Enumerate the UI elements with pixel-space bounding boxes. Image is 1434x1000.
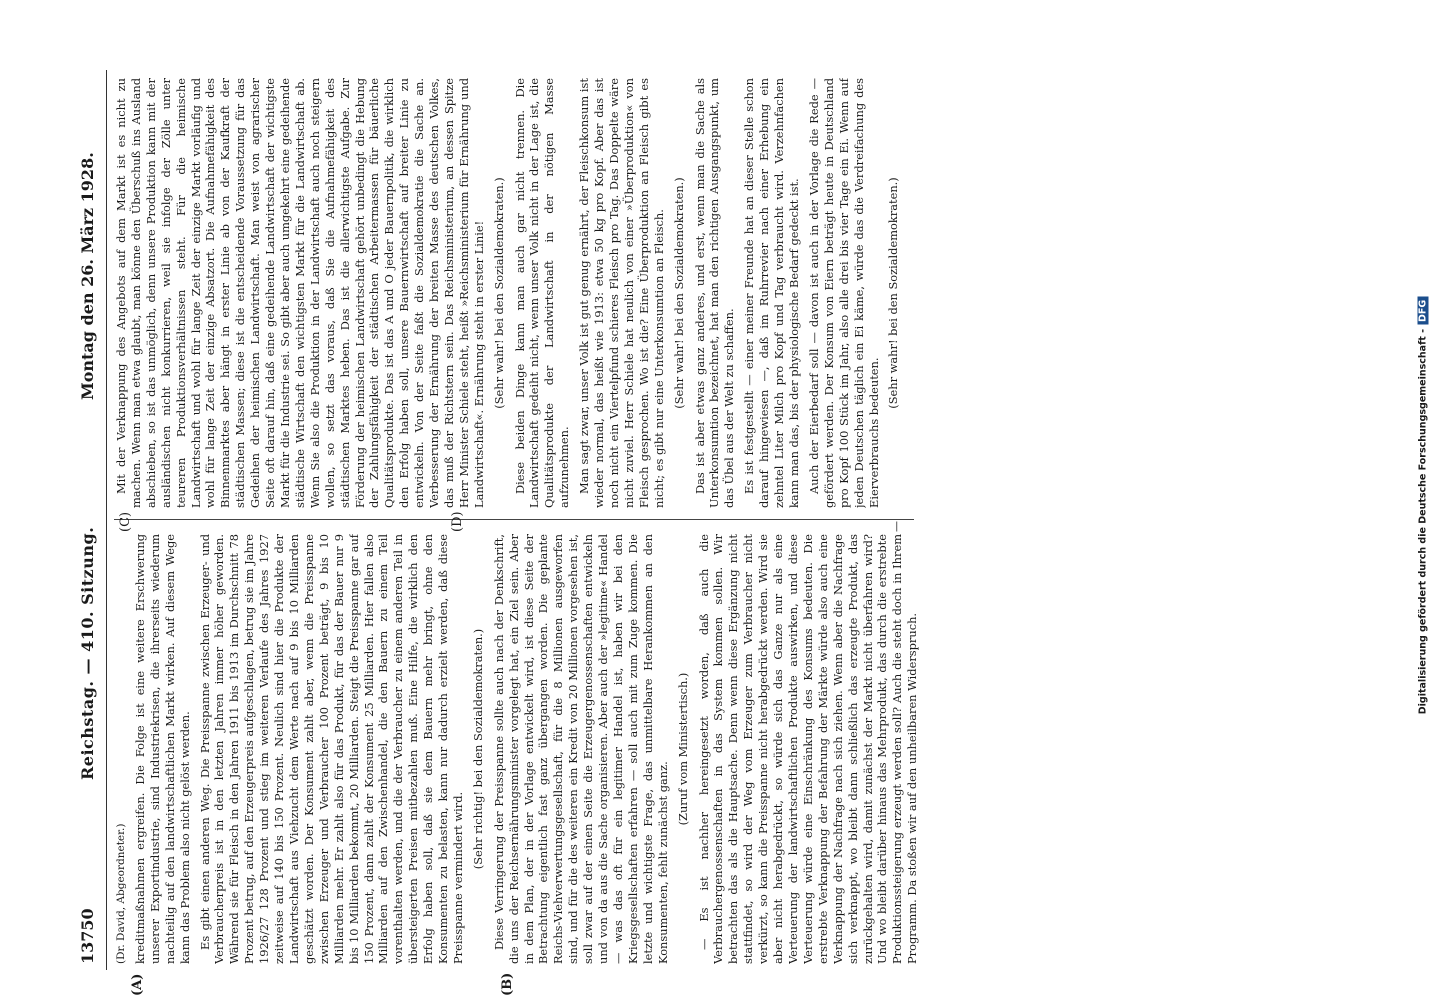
page-header xyxy=(70,70,107,970)
speaker-line: (Dr. David, Abgeordneter.) xyxy=(115,823,127,964)
paragraph: Das ist aber etwas ganz anderes, und erst, wenn man die Sache als Unterkonsumtion bezeichnet, hat man den richtigen Ausgangspunkt, um das Übel aus der Welt zu schaffen. xyxy=(692,78,737,508)
margin-dash: — xyxy=(890,521,903,532)
left-column xyxy=(114,534,954,964)
digitization-credit xyxy=(1414,0,1432,1000)
interjection: (Zuruf vom Ministertisch.) xyxy=(675,672,690,826)
paragraph: Mit der Verknappung des Angebots auf dem Markt ist es nicht zu machen. Wenn man etwa glaubt, man könne den Überschuß ins Ausland abschieben, so ist das unmöglich, denn unsere Produktion kann mit der ausländischen nicht konkurrieren, weil sie infolge der Zölle unter teureren Produktionsverhältnissen steht. Für die heimische Landwirtschaft und wohl für lange Zeit der einzige Markt vorläufig und wohl für lange Zeit der einzige Absatzort. Die Aufnahmefähigkeit des Binnenmarktes aber hängt in erster Linie ab von der Kaufkraft der städtischen Massen; diese ist die entscheidende Voraussetzung für das Gedeihen der heimischen Landwirtschaft. Man weist von agrarischer Seite oft darauf hin, daß eine gedeihende Landwirtschaft der wichtigste Markt für die Industrie sei. So gibt aber auch umgekehrt eine gedeihende städtische Wirtschaft den wichtigsten Markt für die Landwirtschaft ab. Wenn Sie also die Produktion in der Landwirtschaft auch noch steigern wollen, so setzt das voraus, daß Sie die Aufnahmefähigkeit des städtischen Marktes heben. Das ist die allerwichtigste Aufgabe. Zur Förderung der heimischen Landwirtschaft gehört unbedingt die Hebung der Zahlungsfähigkeit der städtischen Arbeitermassen für bäuerliche Qualitätsprodukte. Das ist das A und O jeder Bauernpolitik, die wirklich den Erfolg haben soll, unsere Bauernwirtschaft auf breiter Linie zu entwickeln. Von der Seite faßt die Sozialdemokratie die Sache an. Verbesserung der Ernährung der breiten Masse des deutschen Volkes, das muß der Richtstern sein. Das Reichsministerium, an dessen Spitze Herr Minister Schiele steht, heißt »Reichsministerium für Ernährung und Landwirtschaft«. Ernährung steht in erster Linie! xyxy=(114,78,486,508)
newspaper-page xyxy=(70,70,1370,996)
interjection: (Sehr wahr! bei den Sozialdemokraten.) xyxy=(491,177,506,409)
margin-marker-b: (B) xyxy=(500,972,515,996)
paragraph: kreditmaßnahmen ergreifen. Die Folge ist eine weitere Erschwerung unserer Exportindustrie, sind Industriekrisen, die ihrerseits wiederum nachteilig auf den landwirtschaftlichen Markt wirken. Auf diesem Wege kann das Problem also nicht gelöst werden. xyxy=(132,534,192,964)
paragraph: Es ist festgestellt — einer meiner Freunde hat an dieser Stelle schon darauf hingewiesen —, daß im Ruhrrevier nach einer Erhebung ein zehntel Liter Milch pro Kopf und Tag verbraucht wird. Verzehnfachen kann man das, bis der physiologische Bedarf gedeckt ist. xyxy=(742,78,801,508)
margin-marker-a: (A) xyxy=(130,973,145,996)
session-date: Montag den 26. März 1928. xyxy=(78,152,97,400)
credit-text: Digitalisierung gefördert durch die Deutsche Forschungsgemeinschaft - xyxy=(1417,328,1429,715)
session-title: Reichstag. — 410. Sitzung. xyxy=(78,526,97,780)
column-divider xyxy=(114,519,914,520)
interjection: (Sehr wahr! bei den Sozialdemokraten.) xyxy=(886,177,901,409)
paragraph: Diese Verringerung der Preisspanne sollte auch nach der Denkschrift, die uns der Reichsernährungsminister vorgelegt hat, ein Ziel sein. Aber in dem Plan, der in der Vorlage entwickelt wird, ist diese Seite der Betrachtung eigentlich fast ganz übergangen worden. Die geplante Reichs-Viehverwertungsgesellschaft, für die 8 Millionen ausgeworfen sind, und für die des weiteren ein Kredit von 20 Millionen vorgesehen ist, soll zwar auf der einen Seite die Erzeugergenossenschaften entwickeln und von da aus die Sache organisieren. Aber auch der »legitime« Handel — was das oft für ein legitimer Handel ist, haben wir bei den Kriegsgesellschaften erfahren — soll auch mit zum Zuge kommen. Die letzte und wichtigste Frage, das unmittelbare Herankommen an den Konsumenten, fehlt zunächst ganz. xyxy=(491,534,670,964)
right-column xyxy=(114,78,954,508)
interjection: (Sehr wahr! bei den Sozialdemokraten.) xyxy=(671,177,686,409)
paragraph: Es gibt einen anderen Weg. Die Preisspanne zwischen Erzeuger- und Verbraucherpreis ist in den letzten Jahren immer höher geworden. Während sie für Fleisch in den Jahren 1911 bis 1913 im Durchschnitt 78 Prozent betrug, auf den Erzeugerpreis aufgeschlagen, betrug sie im Jahre 1926/27 128 Prozent und stieg im weiteren Verlaufe des Jahres 1927 zeitweise auf 140 bis 150 Prozent. Neulich sind hier die Produkte der Landwirtschaft aus Viehzucht dem Werte nach auf 9 bis 10 Milliarden geschätzt worden. Der Konsument zahlt aber, wenn die Preisspanne zwischen Erzeuger und Verbraucher 100 Prozent beträgt, 9 bis 10 Milliarden mehr. Er zahlt also für das Produkt, für das der Bauer nur 9 bis 10 Milliarden bekommt, 20 Milliarden. Steigt die Preisspanne gar auf 150 Prozent, dann zahlt der Konsument 25 Milliarden. Hier fallen also Milliarden auf den Zwischenhandel, die den Bauern zu einem Teil vorenthalten werden, und die der Verbraucher zu einem anderen Teil in übersteigerten Preisen mitbezahlen muß. Eine Hilfe, die wirklich den Erfolg haben soll, daß sie dem Bauern mehr bringt, ohne den Konsumenten zu belasten, kann nur dadurch erzielt werden, daß diese Preisspanne vermindert wird. xyxy=(197,534,465,964)
paragraph: — Es ist nachher hereingesetzt worden, daß auch die Verbrauchergenossenschaften in das System kommen sollen. Wir betrachten das als die Hauptsache. Denn wenn diese Ergänzung nicht stattfindet, so wird der Weg vom Erzeuger zum Verbraucher nicht verkürzt, so kann die Preisspanne nicht herabgedrückt werden. Wird sie aber nicht herabgedrückt, so würde sich das Ganze nur als eine Verteuerung der landwirtschaftlichen Produkte auswirken, und diese Verteuerung würde eine Einschränkung des Konsums bedeuten. Die erstrebte Verknappung der Befahrung der Märkte würde also auch eine Verknappung der Nachfrage nach sich ziehen. Wenn aber die Nachfrage sich verknappt, wo bleibt dann schließlich das erzeugte Produkt, das zurückgehalten wird, damit zunächst der Markt nicht überfahren wird? Und wo bleibt darüber hinaus das Mehrprodukt, das durch die erstrebte Produktionssteigerung erzeugt werden soll? Auch die steht doch in Ihrem Programm. Da stoßen wir auf den unheilbaren Widerspruch. xyxy=(696,534,920,964)
paragraph: Diese beiden Dinge kann man auch gar nicht trennen. Die Landwirtschaft gedeiht nicht, wenn unser Volk nicht in der Lage ist, die Qualitätsprodukte der Landwirtschaft in der nötigen Masse aufzunehmen. xyxy=(512,78,572,508)
dfg-logo: DFG xyxy=(1418,297,1429,325)
paragraph: Auch der Eierbedarf soll — davon ist auch in der Vorlage die Rede — gefördert werden. Der Konsum von Eiern beträgt heute in Deutschland pro Kopf 100 Stück im Jahr, also alle drei bis vier Tage ein Ei. Wenn auf jeden Deutschen täglich ein Ei käme, würde das die Verdreifachung des Eierverbrauchs bedeuten. xyxy=(806,78,881,508)
page-number: 13750 xyxy=(78,908,97,964)
margin-marker-d: (D) xyxy=(450,511,465,532)
paragraph: Man sagt zwar, unser Volk ist gut genug ernährt, der Fleischkonsum ist wieder normal, das heißt wie 1913: etwa 50 kg pro Kopf. Aber das ist noch nicht ein Viertelpfund schieres Fleisch pro Tag. Das Doppelte wäre nicht zuviel. Herr Schiele hat neulich von einer »Überproduktion« von Fleisch gesprochen. Wo ist die? Eine Überproduktion an Fleisch gibt es nicht; es gibt nur eine Unterkonsumtion an Fleisch. xyxy=(577,78,666,508)
interjection: (Sehr richtig! bei den Sozialdemokraten.) xyxy=(470,628,485,870)
margin-marker-c: (C) xyxy=(118,511,133,532)
